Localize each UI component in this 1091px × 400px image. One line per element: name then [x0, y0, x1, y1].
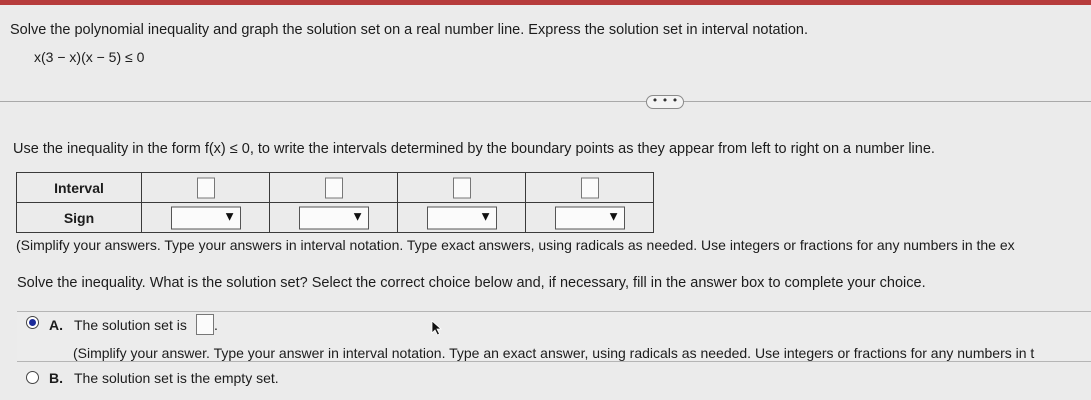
dropdown-arrow-icon: ▼	[481, 211, 490, 222]
interval-input-2[interactable]	[325, 177, 343, 198]
mouse-pointer-icon	[431, 320, 443, 336]
choice-a-letter: A.	[49, 317, 63, 333]
solution-answer-input[interactable]	[196, 314, 214, 335]
dropdown-arrow-icon: ▼	[609, 211, 618, 222]
sign-row	[17, 203, 654, 233]
section-divider	[0, 101, 1091, 102]
sign-row-label: Sign	[17, 203, 142, 233]
interval-instruction: Use the inequality in the form f(x) ≤ 0, to write the intervals determined by the boundary points as they appear from left to right on a number line.	[13, 141, 935, 157]
choice-a-note: (Simplify your answer. Type your answer in interval notation. Type an exact answer, using radicals as needed. Use integers or fractions for any numbers in t	[73, 345, 1035, 361]
interval-row	[17, 173, 654, 203]
choice-a-text: The solution set is	[74, 317, 187, 333]
choice-a-period: .	[214, 317, 218, 333]
sign-dropdown-2[interactable]	[299, 206, 369, 229]
dropdown-arrow-icon: ▼	[353, 211, 362, 222]
interval-sign-table	[16, 172, 654, 233]
choice-b-radio[interactable]	[26, 371, 39, 384]
inequality-expression: x(3 − x)(x − 5) ≤ 0	[34, 49, 145, 65]
choice-b-letter: B.	[49, 370, 63, 386]
solution-instruction: Solve the inequality. What is the solution set? Select the correct choice below and, if necessary, fill in the answer box to complete your choice.	[17, 275, 926, 291]
question-prompt: Solve the polynomial inequality and graph the solution set on a real number line. Express the solution set in interval notation.	[10, 22, 808, 38]
table-answer-note: (Simplify your answers. Type your answers in interval notation. Type exact answers, using radicals as needed. Use integers or fractions for any numbers in the ex	[16, 237, 1015, 253]
choice-b-text: The solution set is the empty set.	[74, 370, 279, 386]
choice-a-radio[interactable]	[26, 316, 39, 329]
sign-dropdown-3[interactable]	[427, 206, 497, 229]
dropdown-arrow-icon: ▼	[225, 211, 234, 222]
interval-row-label: Interval	[17, 173, 142, 203]
interval-input-3[interactable]	[453, 177, 471, 198]
interval-input-4[interactable]	[581, 177, 599, 198]
top-accent-bar	[0, 0, 1091, 5]
interval-input-1[interactable]	[197, 177, 215, 198]
sign-dropdown-1[interactable]	[171, 206, 241, 229]
sign-dropdown-4[interactable]	[555, 206, 625, 229]
expand-more-button[interactable]: • • •	[646, 95, 684, 109]
